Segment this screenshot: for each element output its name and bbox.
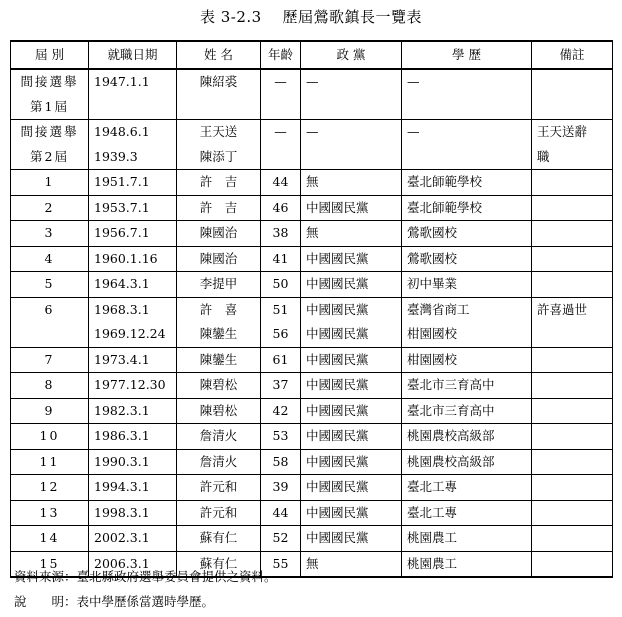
term-text: 15 <box>39 555 60 571</box>
education-text: 臺北工專 <box>407 479 458 494</box>
name-text: 陳鑾生 <box>199 351 238 367</box>
note-text <box>537 221 607 246</box>
party-cell <box>301 347 402 373</box>
party-text: 中國國民黨 <box>306 276 369 291</box>
table-row <box>11 347 613 373</box>
term-text: 第1屆 <box>30 98 69 114</box>
term-text: 9 <box>44 402 55 418</box>
date-text: 1990.3.1 <box>94 453 150 469</box>
party-cell <box>301 526 402 552</box>
education-cell <box>402 449 532 475</box>
term-text: 1 <box>44 174 55 189</box>
party-cell <box>301 551 402 577</box>
age-cell <box>261 424 301 450</box>
name-text: 蘇有仁 <box>199 530 238 545</box>
term-cell <box>11 221 89 247</box>
note-text <box>537 399 607 424</box>
education-cell <box>402 373 532 399</box>
party-cell <box>301 475 402 501</box>
age-text: 51 <box>272 301 289 317</box>
name-text: 陳鑾生 <box>199 326 238 341</box>
age-cell <box>261 170 301 196</box>
party-text: 中國國民黨 <box>306 199 369 215</box>
date-text: 1948.6.1 <box>94 124 150 139</box>
table-row <box>11 170 613 196</box>
term-text: 6 <box>44 301 55 317</box>
party-text: 中國國民黨 <box>306 250 369 266</box>
education-text: 臺北師範學校 <box>407 199 483 215</box>
age-text: 46 <box>272 199 289 215</box>
party-text: 中國國民黨 <box>306 326 369 341</box>
party-cell <box>301 500 402 526</box>
term-cell <box>11 475 89 501</box>
term-text: 第2屆 <box>30 148 69 164</box>
note-cell <box>532 500 613 526</box>
table-row <box>11 475 613 501</box>
note-cell <box>532 297 613 347</box>
party-text: — <box>306 74 319 89</box>
term-cell <box>11 398 89 424</box>
date-cell <box>89 272 177 298</box>
term-cell <box>11 500 89 526</box>
date-cell <box>89 475 177 501</box>
education-cell <box>402 500 532 526</box>
note-text <box>537 196 607 221</box>
date-text: 2006.3.1 <box>94 555 150 571</box>
education-text: 臺北工專 <box>407 504 458 520</box>
note-text <box>537 526 607 551</box>
party-text: 中國國民黨 <box>306 351 369 367</box>
date-cell <box>89 500 177 526</box>
note-text <box>537 552 607 577</box>
name-cell <box>177 373 261 399</box>
term-cell <box>11 246 89 272</box>
age-cell <box>261 195 301 221</box>
date-cell <box>89 526 177 552</box>
party-text: 中國國民黨 <box>306 428 369 443</box>
education-cell <box>402 272 532 298</box>
date-cell <box>89 297 177 347</box>
name-cell <box>177 120 261 170</box>
date-text: 2002.3.1 <box>94 530 150 545</box>
table-row <box>11 424 613 450</box>
education-text: 初中畢業 <box>407 276 458 291</box>
note-text <box>537 70 607 95</box>
explanation-note: 說 明：表中學歷係當選時學歷。 <box>14 594 215 609</box>
term-text: 2 <box>44 199 55 215</box>
education-cell <box>402 246 532 272</box>
note-text <box>537 450 607 475</box>
table-row <box>11 246 613 272</box>
header-party: 政 黨 <box>301 41 402 69</box>
note-cell <box>532 69 613 120</box>
education-text: 鶯歌國校 <box>407 225 458 240</box>
term-text: 13 <box>39 504 60 520</box>
table-row <box>11 221 613 247</box>
age-cell <box>261 373 301 399</box>
education-text: 柑園國校 <box>407 326 458 341</box>
header-term: 屆 別 <box>11 41 89 69</box>
party-cell <box>301 170 402 196</box>
education-cell <box>402 551 532 577</box>
party-cell <box>301 120 402 170</box>
date-text: 1939.3 <box>94 148 138 164</box>
date-cell <box>89 398 177 424</box>
age-text: 37 <box>272 377 289 392</box>
date-cell <box>89 221 177 247</box>
table-title: 表 3-2.3 歷屆鶯歌鎮長一覽表 <box>199 8 422 26</box>
name-cell <box>177 69 261 120</box>
education-text: 臺北師範學校 <box>407 174 483 189</box>
name-text: 王天送 <box>199 124 238 139</box>
table-body <box>11 69 613 577</box>
term-cell <box>11 120 89 170</box>
date-text: 1953.7.1 <box>94 199 150 215</box>
note-text <box>537 247 607 272</box>
age-cell <box>261 246 301 272</box>
age-text: 56 <box>272 326 289 341</box>
name-text: 陳添丁 <box>199 148 238 164</box>
note-cell <box>532 221 613 247</box>
age-text: 52 <box>272 530 289 545</box>
party-text: 中國國民黨 <box>306 479 369 494</box>
age-cell <box>261 221 301 247</box>
name-text: 陳紹裘 <box>199 74 238 89</box>
age-cell <box>261 120 301 170</box>
age-cell <box>261 500 301 526</box>
age-text: 53 <box>272 428 289 443</box>
term-text: 間接選舉 <box>20 124 79 139</box>
age-text: 41 <box>272 250 289 266</box>
education-text: 臺北市三育高中 <box>407 402 495 418</box>
date-text: 1994.3.1 <box>94 479 150 494</box>
header-education: 學 歷 <box>402 41 532 69</box>
date-text: 1982.3.1 <box>94 402 150 418</box>
party-cell <box>301 449 402 475</box>
age-text: 50 <box>272 276 289 291</box>
term-text: 3 <box>44 225 55 240</box>
education-text: 鶯歌國校 <box>407 250 458 266</box>
note-text <box>537 170 607 195</box>
education-text: — <box>407 74 420 89</box>
age-text: 55 <box>272 555 289 571</box>
note-cell <box>532 373 613 399</box>
education-text: 臺北市三育高中 <box>407 377 495 392</box>
name-text: 陳碧松 <box>199 402 238 418</box>
party-text: 中國國民黨 <box>306 504 369 520</box>
name-text: 詹清火 <box>199 428 238 443</box>
name-text: 陳碧松 <box>199 377 238 392</box>
age-cell <box>261 449 301 475</box>
header-date: 就職日期 <box>89 41 177 69</box>
date-cell <box>89 120 177 170</box>
term-cell <box>11 297 89 347</box>
party-text: 中國國民黨 <box>306 377 369 392</box>
note-cell <box>532 475 613 501</box>
education-cell <box>402 170 532 196</box>
date-text: 1960.1.16 <box>94 250 158 266</box>
date-text: 1964.3.1 <box>94 276 150 291</box>
party-text: 中國國民黨 <box>306 402 369 418</box>
age-cell <box>261 347 301 373</box>
name-cell <box>177 398 261 424</box>
note-text: 許喜過世 <box>537 301 588 317</box>
education-cell <box>402 526 532 552</box>
note-text <box>537 424 607 449</box>
education-text: 臺灣省商工 <box>407 301 470 317</box>
note-cell <box>532 347 613 373</box>
note-cell <box>532 526 613 552</box>
header-age: 年齡 <box>261 41 301 69</box>
age-cell <box>261 398 301 424</box>
term-cell <box>11 170 89 196</box>
party-cell <box>301 398 402 424</box>
date-cell <box>89 449 177 475</box>
date-text: 1977.12.30 <box>94 377 166 392</box>
date-text: 1969.12.24 <box>94 326 166 341</box>
name-cell <box>177 246 261 272</box>
table-row <box>11 195 613 221</box>
term-text: 12 <box>39 479 60 494</box>
name-cell <box>177 297 261 347</box>
note-cell <box>532 195 613 221</box>
source-note: 資料來源：臺北縣政府選舉委員會提供之資料。 <box>14 569 277 584</box>
name-text: 陳國治 <box>199 225 238 240</box>
table-row <box>11 526 613 552</box>
name-cell <box>177 221 261 247</box>
education-cell <box>402 69 532 120</box>
date-text: 1998.3.1 <box>94 504 150 520</box>
age-cell <box>261 297 301 347</box>
name-cell <box>177 526 261 552</box>
education-cell <box>402 347 532 373</box>
term-cell <box>11 69 89 120</box>
age-text: 58 <box>272 453 289 469</box>
education-cell <box>402 398 532 424</box>
term-text: 14 <box>39 530 60 545</box>
party-text: 中國國民黨 <box>306 301 369 317</box>
term-cell <box>11 347 89 373</box>
term-cell <box>11 424 89 450</box>
term-text: 4 <box>44 250 55 266</box>
term-text: 11 <box>39 453 60 469</box>
name-cell <box>177 449 261 475</box>
table-row <box>11 272 613 298</box>
note-cell <box>532 170 613 196</box>
note-cell <box>532 424 613 450</box>
party-cell <box>301 272 402 298</box>
party-cell <box>301 246 402 272</box>
header-name: 姓 名 <box>177 41 261 69</box>
party-cell <box>301 373 402 399</box>
education-text: 柑園國校 <box>407 351 458 367</box>
term-cell <box>11 272 89 298</box>
date-cell <box>89 373 177 399</box>
name-text: 李提甲 <box>199 276 238 291</box>
name-cell <box>177 347 261 373</box>
date-cell <box>89 424 177 450</box>
education-cell <box>402 195 532 221</box>
age-text: — <box>274 74 287 89</box>
note-text <box>537 501 607 526</box>
table-row <box>11 449 613 475</box>
name-cell <box>177 424 261 450</box>
name-text: 許元和 <box>199 479 238 494</box>
education-cell <box>402 221 532 247</box>
table-row <box>11 500 613 526</box>
date-text: 1951.7.1 <box>94 174 150 189</box>
name-text: 陳國治 <box>199 250 238 266</box>
note-text <box>537 272 607 297</box>
note-cell <box>532 120 613 170</box>
date-cell <box>89 69 177 120</box>
education-text: 桃園農工 <box>407 555 458 571</box>
term-cell <box>11 195 89 221</box>
age-cell <box>261 526 301 552</box>
age-text: 44 <box>272 174 289 189</box>
date-text: 1947.1.1 <box>94 74 150 89</box>
term-text: 10 <box>39 428 60 443</box>
education-text: 桃園農校高級部 <box>407 428 495 443</box>
age-cell <box>261 272 301 298</box>
education-text: — <box>407 124 420 139</box>
party-cell <box>301 69 402 120</box>
age-text: 39 <box>272 479 289 494</box>
party-text: — <box>306 124 319 139</box>
date-cell <box>89 347 177 373</box>
date-cell <box>89 195 177 221</box>
note-text <box>537 373 607 398</box>
name-cell <box>177 500 261 526</box>
table-row <box>11 373 613 399</box>
education-text: 桃園農校高級部 <box>407 453 495 469</box>
education-cell <box>402 297 532 347</box>
party-cell <box>301 221 402 247</box>
table-row <box>11 297 613 347</box>
term-cell <box>11 449 89 475</box>
name-text: 許 喜 <box>199 301 238 317</box>
table-row <box>11 398 613 424</box>
name-text: 許元和 <box>199 504 238 520</box>
age-text: — <box>274 124 287 139</box>
table-row <box>11 69 613 120</box>
date-cell <box>89 246 177 272</box>
date-text: 1986.3.1 <box>94 428 150 443</box>
name-text: 蘇有仁 <box>199 555 238 571</box>
party-cell <box>301 297 402 347</box>
age-text: 44 <box>272 504 289 520</box>
date-cell <box>89 170 177 196</box>
date-text: 1973.4.1 <box>94 351 150 367</box>
term-cell <box>11 373 89 399</box>
note-cell <box>532 272 613 298</box>
note-cell <box>532 551 613 577</box>
name-cell <box>177 272 261 298</box>
age-text: 38 <box>272 225 289 240</box>
party-text: 無 <box>306 555 319 571</box>
party-text: 無 <box>306 174 319 189</box>
mayors-table <box>10 40 613 578</box>
party-cell <box>301 195 402 221</box>
party-text: 無 <box>306 225 319 240</box>
name-text: 詹清火 <box>199 453 238 469</box>
note-text <box>537 475 607 500</box>
party-text: 中國國民黨 <box>306 453 369 469</box>
party-text: 中國國民黨 <box>306 530 369 545</box>
term-cell <box>11 526 89 552</box>
education-cell <box>402 475 532 501</box>
header-note: 備註 <box>532 41 613 69</box>
age-cell <box>261 69 301 120</box>
name-cell <box>177 475 261 501</box>
name-text: 許 吉 <box>199 199 238 215</box>
name-text: 許 吉 <box>199 174 238 189</box>
term-text: 7 <box>44 351 55 367</box>
education-cell <box>402 424 532 450</box>
date-text: 1968.3.1 <box>94 301 150 317</box>
education-cell <box>402 120 532 170</box>
note-text <box>537 348 607 373</box>
term-text: 5 <box>44 276 55 291</box>
name-cell <box>177 195 261 221</box>
term-text: 8 <box>44 377 55 392</box>
education-text: 桃園農工 <box>407 530 458 545</box>
table-row <box>11 120 613 170</box>
age-cell <box>261 475 301 501</box>
date-text: 1956.7.1 <box>94 225 150 240</box>
note-cell <box>532 398 613 424</box>
name-cell <box>177 170 261 196</box>
note-text: 王天送辭 <box>537 124 588 139</box>
note-cell <box>532 449 613 475</box>
table-header-row <box>11 41 613 69</box>
note-text: 職 <box>537 148 550 164</box>
party-cell <box>301 424 402 450</box>
term-text: 間接選舉 <box>20 74 79 89</box>
age-text: 61 <box>272 351 289 367</box>
note-cell <box>532 246 613 272</box>
age-text: 42 <box>272 402 289 418</box>
